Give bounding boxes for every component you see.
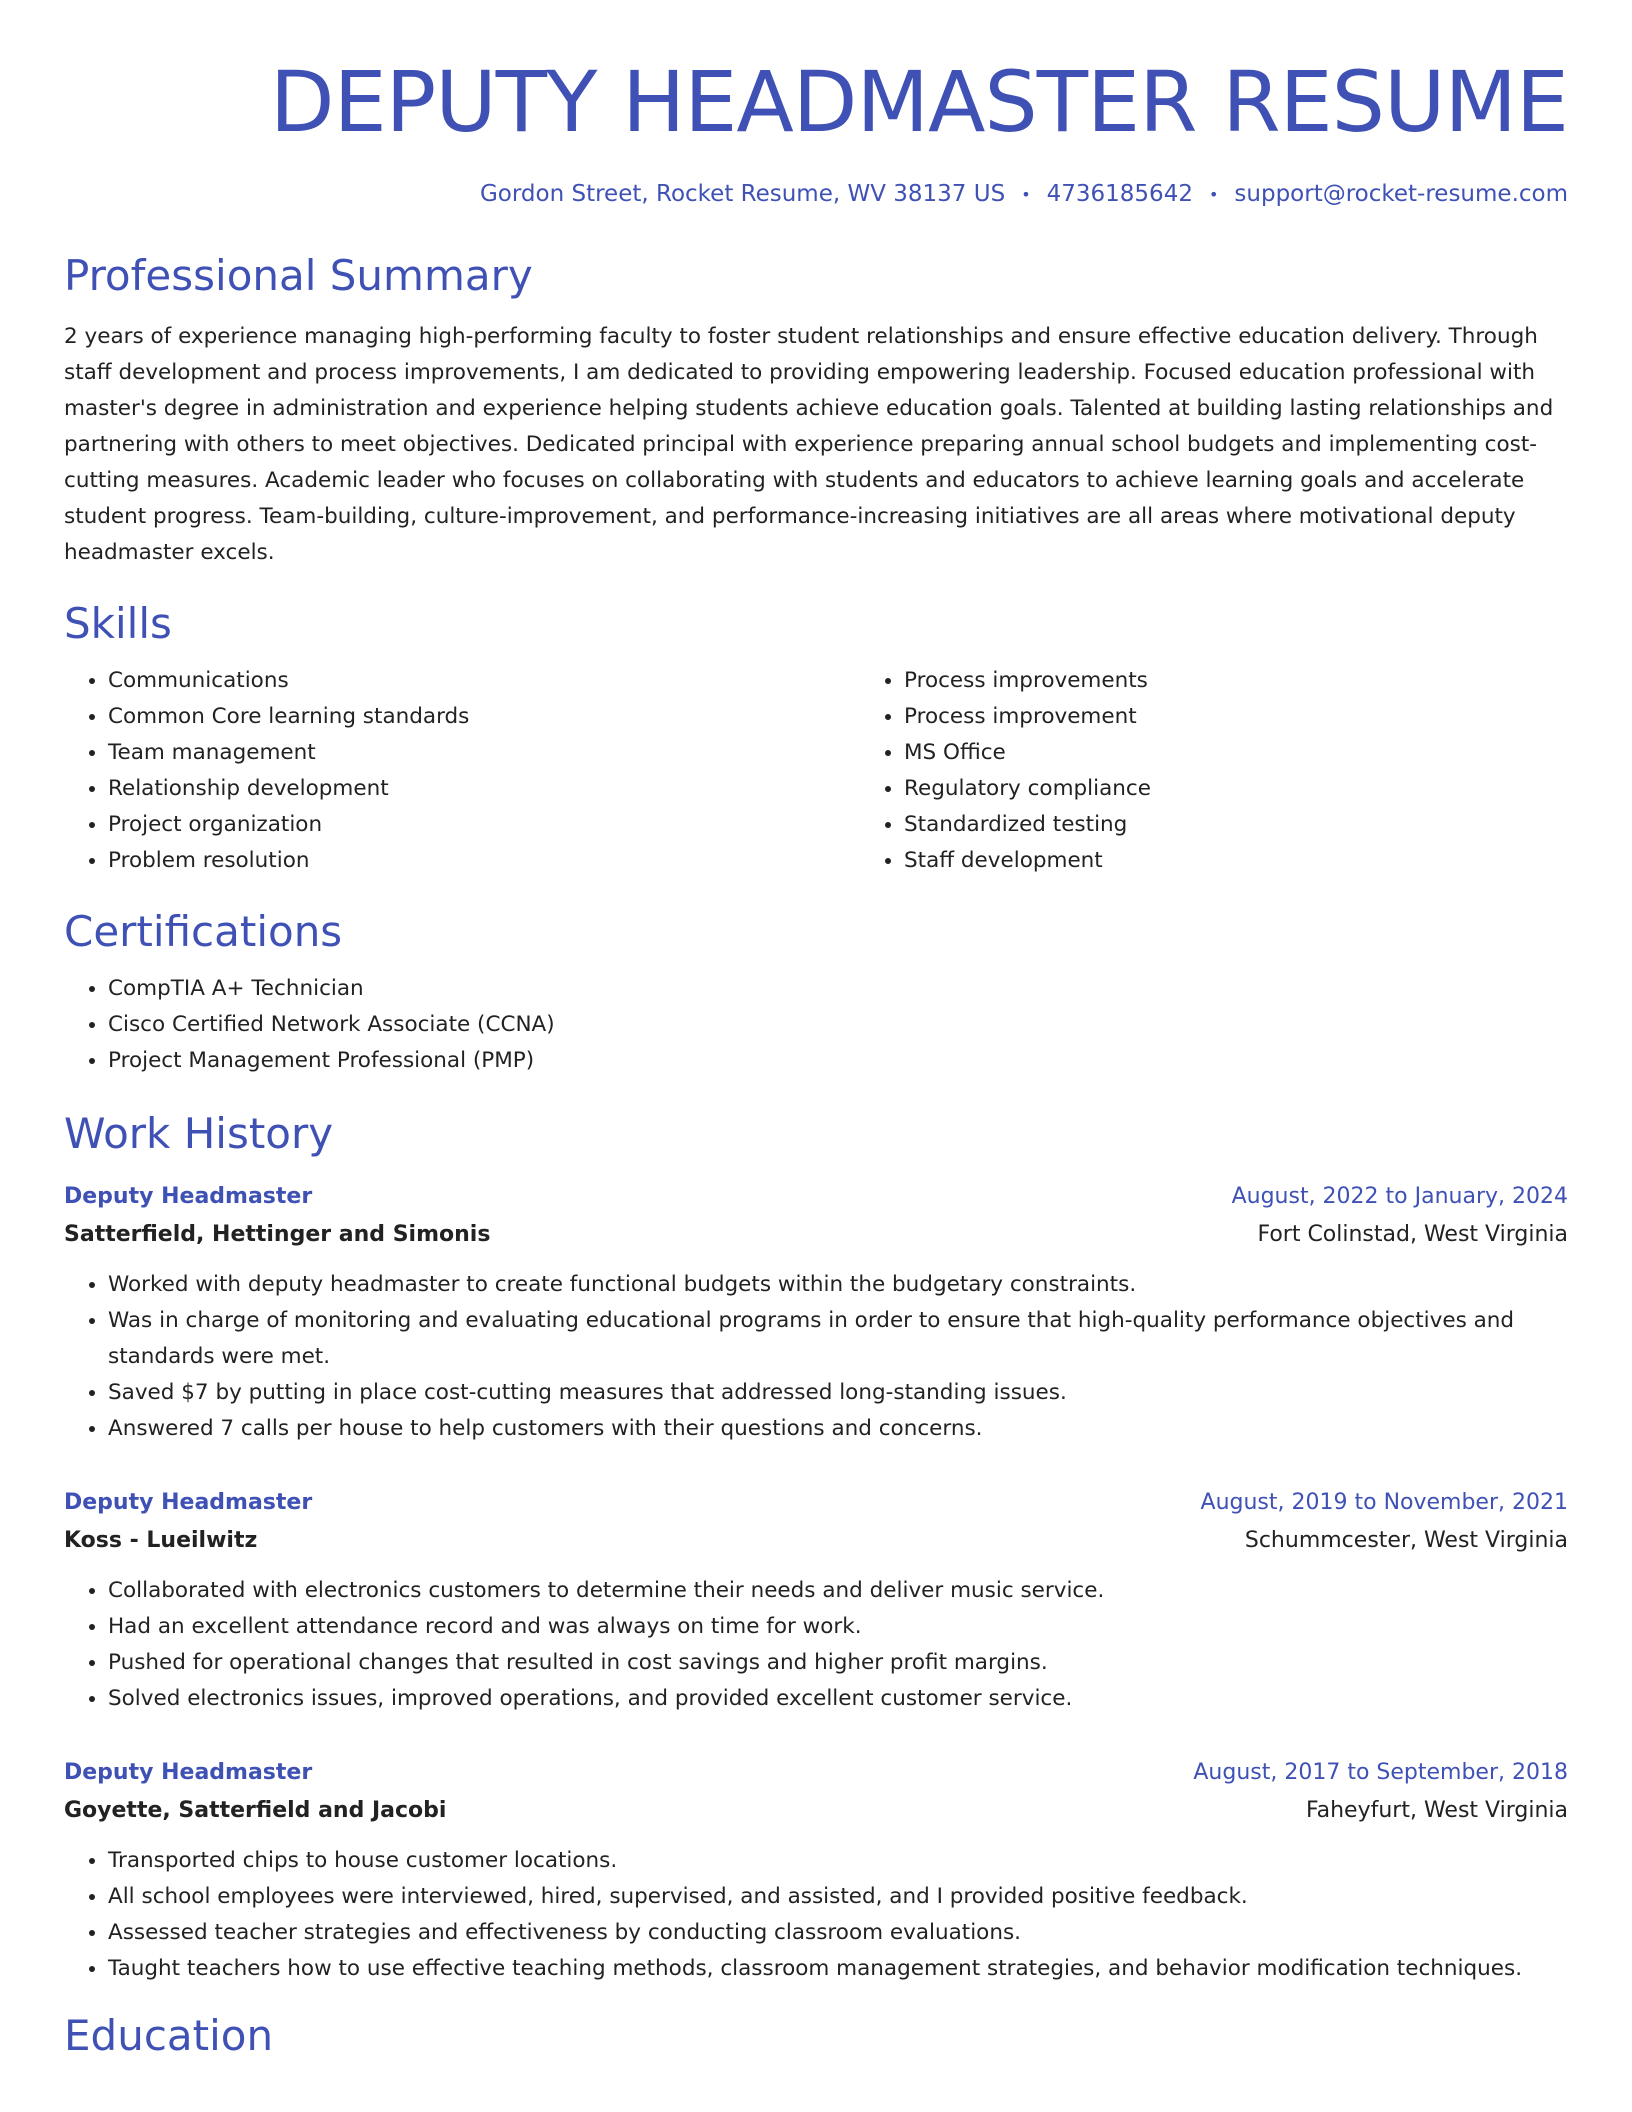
work-history-heading: Work History [64,1108,334,1158]
job-bullet: • Worked with deputy headmaster to create functional budgets within the budgetary constraints. [108,1267,1568,1303]
job-bullet: • Was in charge of monitoring and evaluating educational programs in order to ensure that high-quality performance objectives and standards were met. [108,1303,1568,1375]
job-bullet: • Solved electronics issues, improved operations, and provided excellent customer service. [108,1681,1568,1717]
job-role: Deputy Headmaster [64,1759,313,1785]
certifications-list [64,971,1568,1079]
contact-separator: • [1208,184,1219,204]
skills-column-right [860,663,1632,879]
skill-item: • Staff development [904,843,1632,879]
job-company: Koss - Lueilwitz [64,1527,258,1553]
job-location: Schummcester, West Virginia [1244,1527,1568,1553]
job-location: Faheyfurt, West Virginia [1306,1797,1568,1823]
contact-line [64,178,1568,211]
job-location: Fort Colinstad, West Virginia [1257,1221,1568,1247]
job-subheader [64,1215,1568,1255]
job-bullet: • Had an excellent attendance record and was always on time for work. [108,1609,1568,1645]
contact-separator: • [1021,184,1031,204]
job-company: Satterfield, Hettinger and Simonis [64,1221,491,1247]
job-bullets [64,1267,1568,1447]
job-dates: August, 2017 to September, 2018 [1193,1759,1568,1785]
skill-item: • Relationship development [108,771,860,807]
job-bullet: • Assessed teacher strategies and effectiveness by conducting classroom evaluations. [108,1915,1568,1951]
job-company: Goyette, Satterfield and Jacobi [64,1797,447,1823]
job-entry [64,1485,1568,1717]
education-heading: Education [64,2010,274,2060]
job-bullet: • Taught teachers how to use effective teaching methods, classroom management strategies, and behavior modification techniques. [108,1951,1568,1987]
job-bullet: • All school employees were interviewed, hired, supervised, and assisted, and I provided positive feedback. [108,1879,1568,1915]
skills-list [64,663,1568,879]
skill-item: • Process improvement [904,699,1632,735]
skill-item: • Common Core learning standards [108,699,860,735]
job-entry [64,1179,1568,1447]
job-bullet: • Saved $7 by putting in place cost-cutting measures that addressed long-standing issues. [108,1375,1568,1411]
skill-item: • Communications [108,663,860,699]
certifications-heading: Certifications [64,906,343,956]
certification-item: • Project Management Professional (PMP) [108,1043,1568,1079]
job-role: Deputy Headmaster [64,1489,313,1515]
certification-item: • CompTIA A+ Technician [108,971,1568,1007]
certification-item: • Cisco Certified Network Associate (CCNA) [108,1007,1568,1043]
job-header [64,1179,1568,1215]
skill-item: • Process improvements [904,663,1632,699]
contact-phone: 4736185642 [1046,181,1193,207]
skill-item: • MS Office [904,735,1632,771]
job-bullet: • Pushed for operational changes that resulted in cost savings and higher profit margins. [108,1645,1568,1681]
skills-column-left [64,663,860,879]
job-subheader [64,1791,1568,1831]
contact-address: Gordon Street, Rocket Resume, WV 38137 US [479,181,1006,207]
skill-item: • Standardized testing [904,807,1632,843]
job-dates: August, 2022 to January, 2024 [1231,1183,1568,1209]
job-dates: August, 2019 to November, 2021 [1200,1489,1568,1515]
job-bullets [64,1573,1568,1717]
skill-item: • Team management [108,735,860,771]
job-subheader [64,1521,1568,1561]
job-role: Deputy Headmaster [64,1183,313,1209]
job-bullets [64,1843,1568,1987]
skill-item: • Problem resolution [108,843,860,879]
job-bullet: • Collaborated with electronics customers to determine their needs and deliver music service. [108,1573,1568,1609]
skill-item: • Project organization [108,807,860,843]
job-header [64,1755,1568,1791]
job-bullet: • Answered 7 calls per house to help customers with their questions and concerns. [108,1411,1568,1447]
summary-heading: Professional Summary [64,250,533,300]
job-header [64,1485,1568,1521]
skill-item: • Regulatory compliance [904,771,1632,807]
job-bullet: • Transported chips to house customer locations. [108,1843,1568,1879]
skills-heading: Skills [64,598,172,648]
summary-text: 2 years of experience managing high-performing faculty to foster student relationships and ensure effective education delivery. Through staff development and process improvements, I am dedicated to providing empowering leadership. Focused education professional with master's degree in administration and experience helping students achieve education goals. Talented at building lasting relationships and partnering with others to meet objectives. Dedicated principal with experience preparing annual school budgets and implementing cost-cutting measures. Academic leader who focuses on collaborating with students and educators to achieve learning goals and accelerate student progress. Team-building, culture-improvement, and performance-increasing initiatives are all areas where motivational deputy headmaster excels. [64,323,1554,565]
contact-email: support@rocket-resume.com [1234,181,1568,207]
job-entry [64,1755,1568,1987]
resume-title: DEPUTY HEADMASTER RESUME [269,53,1568,151]
